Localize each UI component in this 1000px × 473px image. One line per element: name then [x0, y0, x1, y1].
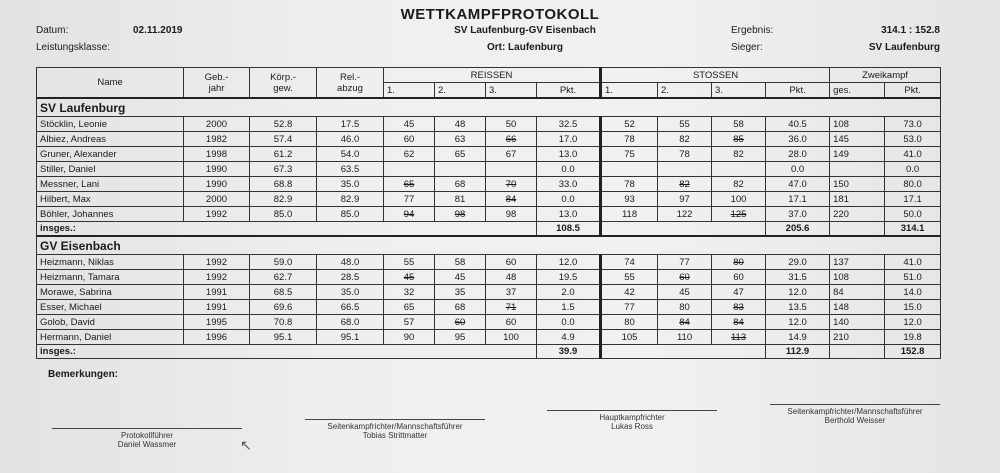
- athlete-rel: 85.0: [317, 207, 384, 222]
- stossen-attempt: 82: [712, 147, 766, 162]
- signature-role: Protokollführer: [120, 431, 174, 440]
- athlete-gew: 61.2: [250, 147, 317, 162]
- reissen-attempt: 45: [435, 270, 486, 285]
- reissen-attempt: 48: [486, 270, 537, 285]
- leistungsklasse-label: Leistungsklasse:: [36, 42, 110, 53]
- reissen-attempt-header: 3.: [486, 83, 537, 99]
- team-name: SV Laufenburg: [37, 98, 941, 117]
- athlete-row: [37, 147, 941, 162]
- athlete-geb: 1995: [184, 315, 250, 330]
- reissen-attempt: 60: [435, 315, 486, 330]
- zweikampf-pkt: 53.0: [885, 132, 941, 147]
- result-table-wrapper: [36, 67, 940, 359]
- athlete-name: Albiez, Andreas: [37, 132, 184, 147]
- athlete-rel: 54.0: [317, 147, 384, 162]
- sieger-value: SV Laufenburg: [868, 42, 940, 53]
- stossen-attempt: 55: [601, 270, 658, 285]
- page-title: WETTKAMPFPROTOKOLL: [400, 6, 600, 23]
- reissen-pkt: 13.0: [537, 207, 601, 222]
- zweikampf-ges: 149: [830, 147, 885, 162]
- athlete-rel: 95.1: [317, 330, 384, 345]
- signature-line: [305, 419, 485, 420]
- stossen-pkt-header: Pkt.: [766, 83, 830, 99]
- reissen-pkt: 2.0: [537, 285, 601, 300]
- signature-name: Tobias Strittmatter: [362, 431, 428, 440]
- stossen-attempt: 45: [658, 285, 712, 300]
- athlete-gew: 57.4: [250, 132, 317, 147]
- team-row: [37, 98, 941, 117]
- athlete-geb: 1998: [184, 147, 250, 162]
- match-title: SV Laufenburg-GV Eisenbach: [454, 25, 596, 36]
- datum-value: 02.11.2019: [133, 25, 183, 36]
- stossen-attempt: 82: [658, 177, 712, 192]
- athlete-row: [37, 132, 941, 147]
- result-table: [36, 67, 941, 359]
- stossen-attempt: 105: [601, 330, 658, 345]
- stossen-attempt: 80: [712, 255, 766, 270]
- reissen-pkt: 0.0: [537, 315, 601, 330]
- stossen-attempt: 47: [712, 285, 766, 300]
- reissen-attempt: 65: [384, 300, 435, 315]
- zweikampf-pkt: 80.0: [885, 177, 941, 192]
- zweikampf-header: Zweikampf: [830, 68, 941, 83]
- reissen-pkt: 0.0: [537, 162, 601, 177]
- athlete-rel: 82.9: [317, 192, 384, 207]
- athlete-name: Esser, Michael: [37, 300, 184, 315]
- athlete-gew: 68.5: [250, 285, 317, 300]
- zweikampf-pkt: 50.0: [885, 207, 941, 222]
- ergebnis-label: Ergebnis:: [731, 25, 774, 36]
- stossen-attempt: [712, 162, 766, 177]
- stossen-attempt: 78: [658, 147, 712, 162]
- stossen-header: STOSSEN: [601, 68, 830, 83]
- athlete-rel: 35.0: [317, 285, 384, 300]
- header-row-1: [37, 68, 941, 83]
- reissen-total: 108.5: [537, 222, 601, 237]
- stossen-total: 112.9: [766, 345, 830, 359]
- reissen-attempt: 90: [384, 330, 435, 345]
- zweikampf-pkt: 15.0: [885, 300, 941, 315]
- stossen-attempt: 55: [658, 117, 712, 132]
- athlete-geb: 1991: [184, 300, 250, 315]
- athlete-gew: 95.1: [250, 330, 317, 345]
- sieger-label: Sieger:: [731, 42, 763, 53]
- stossen-pkt: 36.0: [766, 132, 830, 147]
- zweikampf-pkt: 14.0: [885, 285, 941, 300]
- athlete-name: Stöcklin, Leonie: [37, 117, 184, 132]
- signature-role: Seitenkampfrichter/Mannschaftsführer: [327, 422, 463, 431]
- stossen-attempt: 80: [658, 300, 712, 315]
- reissen-attempt: 35: [435, 285, 486, 300]
- mouse-cursor-icon: ↖: [240, 437, 252, 453]
- stossen-attempt: 82: [658, 132, 712, 147]
- zweikampf-ges: 150: [830, 177, 885, 192]
- zweikampf-pkt: 12.0: [885, 315, 941, 330]
- stossen-attempt: 58: [712, 117, 766, 132]
- reissen-attempt: 66: [486, 132, 537, 147]
- reissen-attempt: 32: [384, 285, 435, 300]
- stossen-attempt: 78: [601, 132, 658, 147]
- signature-role: Hauptkampfrichter: [599, 413, 665, 422]
- stossen-attempt: 60: [658, 270, 712, 285]
- zweikampf-pkt: 41.0: [885, 147, 941, 162]
- athlete-name: Gruner, Alexander: [37, 147, 184, 162]
- reissen-pkt: 33.0: [537, 177, 601, 192]
- reissen-pkt: 4.9: [537, 330, 601, 345]
- reissen-attempt: 62: [384, 147, 435, 162]
- athlete-name: Messner, Lani: [37, 177, 184, 192]
- reissen-attempt: 63: [435, 132, 486, 147]
- stossen-attempt: 77: [601, 300, 658, 315]
- reissen-attempt: 60: [486, 255, 537, 270]
- stossen-attempt: 60: [712, 270, 766, 285]
- zweikampf-ges: 220: [830, 207, 885, 222]
- reissen-attempt: 65: [435, 147, 486, 162]
- reissen-attempt: 37: [486, 285, 537, 300]
- stossen-pkt: 28.0: [766, 147, 830, 162]
- athlete-row: [37, 207, 941, 222]
- reissen-attempt: [435, 162, 486, 177]
- insges-label: insges.:: [37, 345, 537, 359]
- reissen-attempt-header: 2.: [435, 83, 486, 99]
- athlete-geb: 1990: [184, 162, 250, 177]
- stossen-pkt: 31.5: [766, 270, 830, 285]
- athlete-row: [37, 162, 941, 177]
- athlete-name: Stiller, Daniel: [37, 162, 184, 177]
- zweikampf-pkt-header: Pkt.: [885, 83, 941, 99]
- stossen-attempt: 77: [658, 255, 712, 270]
- reissen-attempt: 67: [486, 147, 537, 162]
- athlete-gew: 59.0: [250, 255, 317, 270]
- reissen-attempt: 45: [384, 270, 435, 285]
- athlete-row: [37, 330, 941, 345]
- stossen-attempt: 118: [601, 207, 658, 222]
- athlete-name: Böhler, Johannes: [37, 207, 184, 222]
- stossen-pkt: 0.0: [766, 162, 830, 177]
- reissen-attempt: 48: [435, 117, 486, 132]
- signature-line: [52, 428, 242, 429]
- athlete-geb: 2000: [184, 192, 250, 207]
- reissen-attempt: 68: [435, 177, 486, 192]
- athlete-name: Golob, David: [37, 315, 184, 330]
- athlete-rel: 35.0: [317, 177, 384, 192]
- insges-label: insges.:: [37, 222, 537, 237]
- total-row: [37, 345, 941, 359]
- stossen-attempt: 74: [601, 255, 658, 270]
- stossen-attempt-header: 3.: [712, 83, 766, 99]
- stossen-attempt: 52: [601, 117, 658, 132]
- ort: Ort: Laufenburg: [486, 42, 564, 53]
- reissen-attempt: 100: [486, 330, 537, 345]
- reissen-attempt: 98: [435, 207, 486, 222]
- stossen-attempt: 84: [712, 315, 766, 330]
- athlete-gew: 68.8: [250, 177, 317, 192]
- athlete-gew: 70.8: [250, 315, 317, 330]
- reissen-attempt: 45: [384, 117, 435, 132]
- zweikampf-pkt: 0.0: [885, 162, 941, 177]
- athlete-gew: 67.3: [250, 162, 317, 177]
- col-rel-header: Rel.- abzug: [317, 68, 384, 99]
- athlete-geb: 1992: [184, 270, 250, 285]
- empty-cell: [601, 345, 766, 359]
- reissen-attempt: 71: [486, 300, 537, 315]
- stossen-pkt: 37.0: [766, 207, 830, 222]
- zweikampf-ges: 148: [830, 300, 885, 315]
- athlete-geb: 1992: [184, 255, 250, 270]
- signature-block: [547, 410, 717, 431]
- athlete-name: Hilbert, Max: [37, 192, 184, 207]
- athlete-row: [37, 192, 941, 207]
- stossen-attempt: 84: [658, 315, 712, 330]
- zweikampf-ges: 108: [830, 117, 885, 132]
- stossen-attempt: 110: [658, 330, 712, 345]
- empty-cell: [601, 222, 766, 237]
- stossen-attempt: 78: [601, 177, 658, 192]
- athlete-row: [37, 177, 941, 192]
- stossen-attempt: 85: [712, 132, 766, 147]
- zweikampf-ges-header: ges.: [830, 83, 885, 99]
- reissen-attempt: 50: [486, 117, 537, 132]
- athlete-geb: 1996: [184, 330, 250, 345]
- athlete-row: [37, 270, 941, 285]
- athlete-rel: 17.5: [317, 117, 384, 132]
- reissen-attempt: 68: [435, 300, 486, 315]
- reissen-attempt: 60: [384, 132, 435, 147]
- stossen-pkt: 17.1: [766, 192, 830, 207]
- stossen-total: 205.6: [766, 222, 830, 237]
- zweikampf-total: 152.8: [885, 345, 941, 359]
- stossen-pkt: 13.5: [766, 300, 830, 315]
- zweikampf-ges: 137: [830, 255, 885, 270]
- stossen-attempt: 122: [658, 207, 712, 222]
- athlete-gew: 52.8: [250, 117, 317, 132]
- signature-role: Seitenkampfrichter/Mannschaftsführer: [787, 407, 923, 416]
- reissen-pkt: 0.0: [537, 192, 601, 207]
- stossen-pkt: 14.9: [766, 330, 830, 345]
- reissen-pkt: 19.5: [537, 270, 601, 285]
- athlete-geb: 1992: [184, 207, 250, 222]
- stossen-attempt-header: 2.: [658, 83, 712, 99]
- stossen-attempt: [601, 162, 658, 177]
- ergebnis-value: 314.1 : 152.8: [881, 25, 940, 36]
- reissen-total: 39.9: [537, 345, 601, 359]
- zweikampf-pkt: 19.8: [885, 330, 941, 345]
- athlete-geb: 1990: [184, 177, 250, 192]
- reissen-attempt: 57: [384, 315, 435, 330]
- zweikampf-pkt: 73.0: [885, 117, 941, 132]
- athlete-rel: 68.0: [317, 315, 384, 330]
- athlete-name: Heizmann, Niklas: [37, 255, 184, 270]
- stossen-attempt: 113: [712, 330, 766, 345]
- reissen-attempt: 81: [435, 192, 486, 207]
- reissen-attempt-header: 1.: [384, 83, 435, 99]
- athlete-rel: 46.0: [317, 132, 384, 147]
- stossen-pkt: 12.0: [766, 285, 830, 300]
- reissen-attempt: 94: [384, 207, 435, 222]
- stossen-pkt: 47.0: [766, 177, 830, 192]
- zweikampf-ges: 84: [830, 285, 885, 300]
- team-row: [37, 236, 941, 255]
- athlete-geb: 1982: [184, 132, 250, 147]
- zweikampf-ges: [830, 162, 885, 177]
- reissen-attempt: 70: [486, 177, 537, 192]
- reissen-attempt: 98: [486, 207, 537, 222]
- zweikampf-ges: 140: [830, 315, 885, 330]
- zweikampf-ges: 181: [830, 192, 885, 207]
- empty-cell: [830, 345, 885, 359]
- stossen-attempt: 97: [658, 192, 712, 207]
- signature-block: [52, 428, 242, 449]
- stossen-pkt: 29.0: [766, 255, 830, 270]
- stossen-attempt: 100: [712, 192, 766, 207]
- athlete-row: [37, 117, 941, 132]
- stossen-attempt: 125: [712, 207, 766, 222]
- zweikampf-ges: 145: [830, 132, 885, 147]
- athlete-rel: 63.5: [317, 162, 384, 177]
- signature-name: Berthold Weisser: [824, 416, 886, 425]
- zweikampf-pkt: 17.1: [885, 192, 941, 207]
- zweikampf-pkt: 51.0: [885, 270, 941, 285]
- athlete-gew: 85.0: [250, 207, 317, 222]
- athlete-gew: 82.9: [250, 192, 317, 207]
- signature-line: [547, 410, 717, 411]
- stossen-pkt: 40.5: [766, 117, 830, 132]
- reissen-pkt: 1.5: [537, 300, 601, 315]
- reissen-attempt: 77: [384, 192, 435, 207]
- reissen-pkt: 17.0: [537, 132, 601, 147]
- reissen-attempt: [486, 162, 537, 177]
- reissen-header: REISSEN: [384, 68, 601, 83]
- reissen-pkt-header: Pkt.: [537, 83, 601, 99]
- stossen-attempt: 75: [601, 147, 658, 162]
- athlete-rel: 48.0: [317, 255, 384, 270]
- signature-name: Lukas Ross: [611, 422, 653, 431]
- reissen-attempt: 60: [486, 315, 537, 330]
- reissen-attempt: 55: [384, 255, 435, 270]
- team-name: GV Eisenbach: [37, 236, 941, 255]
- stossen-attempt: 82: [712, 177, 766, 192]
- reissen-attempt: 95: [435, 330, 486, 345]
- reissen-attempt: [384, 162, 435, 177]
- zweikampf-total: 314.1: [885, 222, 941, 237]
- athlete-gew: 62.7: [250, 270, 317, 285]
- stossen-attempt: [658, 162, 712, 177]
- signature-line: [770, 404, 940, 405]
- reissen-attempt: 65: [384, 177, 435, 192]
- athlete-row: [37, 300, 941, 315]
- reissen-attempt: 58: [435, 255, 486, 270]
- bemerkungen-label: Bemerkungen:: [48, 369, 119, 380]
- reissen-pkt: 13.0: [537, 147, 601, 162]
- athlete-geb: 2000: [184, 117, 250, 132]
- zweikampf-ges: 210: [830, 330, 885, 345]
- athlete-rel: 28.5: [317, 270, 384, 285]
- zweikampf-ges: 108: [830, 270, 885, 285]
- stossen-pkt: 12.0: [766, 315, 830, 330]
- athlete-rel: 66.5: [317, 300, 384, 315]
- stossen-attempt: 83: [712, 300, 766, 315]
- col-name-header: Name: [37, 68, 184, 99]
- stossen-attempt: 93: [601, 192, 658, 207]
- stossen-attempt: 80: [601, 315, 658, 330]
- athlete-row: [37, 285, 941, 300]
- athlete-name: Morawe, Sabrina: [37, 285, 184, 300]
- total-row: [37, 222, 941, 237]
- datum-label: Datum:: [36, 25, 69, 36]
- athlete-row: [37, 255, 941, 270]
- col-geb-header: Geb.- jahr: [184, 68, 250, 99]
- empty-cell: [830, 222, 885, 237]
- stossen-attempt: 42: [601, 285, 658, 300]
- signature-name: Daniel Wassmer: [117, 440, 177, 449]
- reissen-attempt: 84: [486, 192, 537, 207]
- athlete-name: Hermann, Daniel: [37, 330, 184, 345]
- signature-block: [305, 419, 485, 440]
- zweikampf-pkt: 41.0: [885, 255, 941, 270]
- athlete-row: [37, 315, 941, 330]
- reissen-pkt: 12.0: [537, 255, 601, 270]
- athlete-name: Heizmann, Tamara: [37, 270, 184, 285]
- col-koerp-header: Körp.- gew.: [250, 68, 317, 99]
- athlete-geb: 1991: [184, 285, 250, 300]
- signature-block: [770, 404, 940, 425]
- reissen-pkt: 32.5: [537, 117, 601, 132]
- athlete-gew: 69.6: [250, 300, 317, 315]
- stossen-attempt-header: 1.: [601, 83, 658, 99]
